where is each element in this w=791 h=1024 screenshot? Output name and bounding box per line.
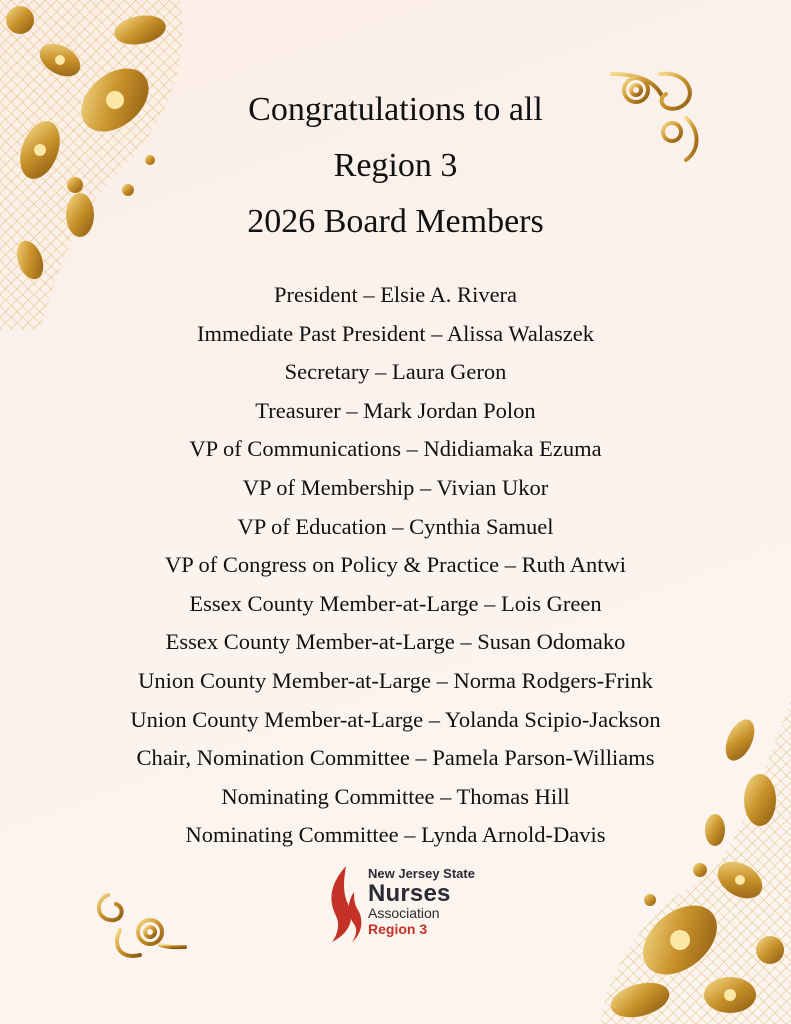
member-line: Chair, Nomination Committee – Pamela Parson-Williams xyxy=(136,745,655,771)
member-line: Union County Member-at-Large – Norma Rodgers-Frink xyxy=(138,667,653,693)
title-line-3: 2026 Board Members xyxy=(247,203,544,240)
logo-line-3: Association xyxy=(368,905,440,921)
page-title xyxy=(0,82,791,250)
title-line-2: Region 3 xyxy=(333,147,458,184)
logo-line-1: New Jersey State xyxy=(368,866,475,881)
member-line: Essex County Member-at-Large – Susan Odomako xyxy=(165,629,626,655)
member-line: Essex County Member-at-Large – Lois Green xyxy=(189,590,602,616)
scroll-ornament-bottom-left xyxy=(99,860,185,956)
title-line-1: Congratulations to all xyxy=(248,91,543,128)
member-line: Immediate Past President – Alissa Walaszek xyxy=(196,320,595,346)
member-line: Nominating Committee – Thomas Hill xyxy=(221,783,570,809)
board-member-list xyxy=(0,276,791,855)
member-line: VP of Communications – Ndidiamaka Ezuma xyxy=(189,436,602,462)
member-line: Secretary – Laura Geron xyxy=(284,359,507,385)
member-line: President – Elsie A. Rivera xyxy=(273,282,518,307)
logo-line-2: Nurses xyxy=(368,880,451,907)
member-line: VP of Congress on Policy & Practice – Ruth Antwi xyxy=(164,552,627,578)
member-line: Union County Member-at-Large – Yolanda Scipio-Jackson xyxy=(130,706,661,732)
member-line: Treasurer – Mark Jordan Polon xyxy=(255,397,536,423)
member-line: VP of Education – Cynthia Samuel xyxy=(237,513,554,539)
member-line: VP of Membership – Vivian Ukor xyxy=(242,474,549,500)
flame-icon xyxy=(326,864,362,944)
member-line: Nominating Committee – Lynda Arnold-Davis xyxy=(185,822,606,848)
njsna-logo xyxy=(326,864,526,944)
logo-line-4: Region 3 xyxy=(368,921,428,937)
